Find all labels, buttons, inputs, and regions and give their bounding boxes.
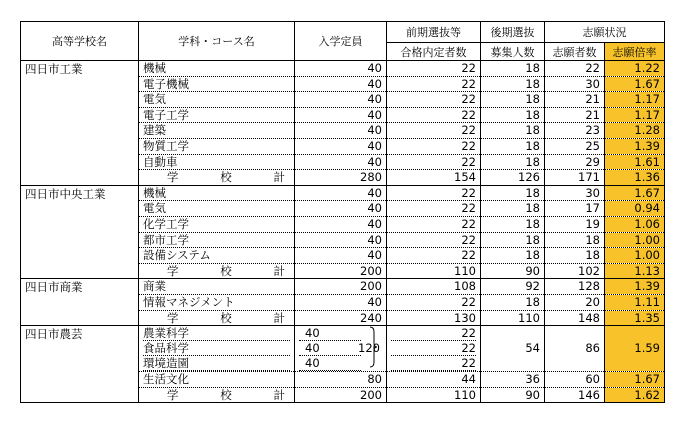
total-char: 校 (220, 387, 232, 402)
course-name: 電子機械 (139, 76, 295, 92)
total-label-text (167, 388, 285, 403)
cell-late: 18 (481, 154, 545, 170)
cell-capacity: 40 (295, 107, 387, 123)
cell-capacity: 200 (295, 263, 387, 279)
cell-ratio: 1.67 (605, 76, 665, 92)
admission-table-sheet (20, 21, 664, 407)
cell-ratio: 1.00 (605, 248, 665, 264)
total-char: 学 (167, 170, 179, 185)
cell-late: 90 (481, 263, 545, 279)
sub-capacity: 40 (299, 341, 361, 356)
cell-early: 22 (387, 185, 481, 201)
cell-applicants: 60 (545, 372, 605, 388)
header-capacity: 入学定員 (295, 22, 387, 61)
course-name: 電子工学 (139, 107, 295, 123)
cell-late: 18 (481, 61, 545, 77)
total-char: 学 (167, 387, 179, 402)
cell-late: 18 (481, 248, 545, 264)
cell-applicants: 86 (545, 326, 605, 372)
cell-late: 18 (481, 232, 545, 248)
header-school: 高等学校名 (21, 22, 139, 61)
cell-late: 90 (481, 387, 545, 403)
cell-applicants: 148 (545, 310, 605, 326)
cell-late: 18 (481, 294, 545, 310)
cell-early: 22 (387, 201, 481, 217)
course-name: 電気 (139, 92, 295, 108)
cell-ratio: 1.39 (605, 138, 665, 154)
course-name: 物質工学 (139, 138, 295, 154)
cell-capacity: 80 (295, 372, 387, 388)
school-name: 四日市農芸 (21, 326, 139, 403)
header-ratio: 志願倍率 (605, 43, 665, 61)
course-name: 化学工学 (139, 216, 295, 232)
total-label (139, 170, 295, 186)
total-char: 校 (220, 170, 232, 185)
cell-ratio: 1.67 (605, 185, 665, 201)
school-name: 四日市工業 (21, 61, 139, 186)
cell-early: 110 (387, 263, 481, 279)
cell-capacity: 40 (295, 92, 387, 108)
total-char: 校 (220, 263, 232, 278)
sub-capacity: 40 (299, 356, 361, 371)
cell-applicants: 30 (545, 185, 605, 201)
header-applicants: 志願者数 (545, 43, 605, 61)
cell-late: 18 (481, 138, 545, 154)
total-char: 校 (220, 310, 232, 325)
cell-ratio: 1.17 (605, 92, 665, 108)
cell-early: 110 (387, 387, 481, 403)
course-name: 自動車 (139, 154, 295, 170)
cell-applicants: 146 (545, 387, 605, 403)
cell-capacity: 40 (295, 61, 387, 77)
total-label (139, 310, 295, 326)
table-row (21, 185, 665, 201)
cell-capacity: 40 (295, 232, 387, 248)
course-name: 食品科学 (143, 341, 290, 356)
cell-ratio: 1.39 (605, 279, 665, 295)
table-row (21, 326, 665, 372)
cell-late: 18 (481, 107, 545, 123)
total-char: 学 (167, 310, 179, 325)
table-row (21, 61, 665, 77)
cell-early: 22 (387, 107, 481, 123)
course-name: 生活文化 (139, 372, 295, 388)
total-label-text (167, 311, 285, 326)
cell-applicants: 21 (545, 107, 605, 123)
cell-early: 22 (387, 216, 481, 232)
cell-applicants: 19 (545, 216, 605, 232)
cell-capacity: 200 (295, 279, 387, 295)
total-label-text (167, 264, 285, 279)
cell-applicants: 29 (545, 154, 605, 170)
cell-applicants: 18 (545, 232, 605, 248)
cell-capacity: 280 (295, 170, 387, 186)
cell-applicants: 20 (545, 294, 605, 310)
cell-ratio: 1.28 (605, 123, 665, 139)
cell-applicants: 21 (545, 92, 605, 108)
total-char: 計 (273, 263, 285, 278)
cell-applicants: 102 (545, 263, 605, 279)
application-status-table (20, 21, 665, 403)
course-name: 農業科学 (143, 326, 290, 341)
total-char: 学 (167, 263, 179, 278)
cell-applicants: 17 (545, 201, 605, 217)
cell-applicants: 171 (545, 170, 605, 186)
total-char: 計 (273, 310, 285, 325)
course-name: 電気 (139, 201, 295, 217)
cell-capacity: 40 (295, 216, 387, 232)
course-name: 商業 (139, 279, 295, 295)
total-label (139, 263, 295, 279)
cell-ratio: 1.17 (605, 107, 665, 123)
cell-applicants: 23 (545, 123, 605, 139)
cell-capacity: 200 (295, 387, 387, 403)
cell-early: 22 (387, 232, 481, 248)
cell-capacity: 40 (295, 185, 387, 201)
cell-early: 44 (387, 372, 481, 388)
cell-ratio: 1.06 (605, 216, 665, 232)
course-name: 情報マネジメント (139, 294, 295, 310)
capacity-total: 120 (358, 341, 380, 356)
cell-early: 22 (387, 138, 481, 154)
cell-applicants: 22 (545, 61, 605, 77)
header-early-1: 前期選抜等 (387, 22, 481, 43)
total-char: 計 (273, 170, 285, 185)
cell-late: 126 (481, 170, 545, 186)
cell-capacity: 40 (295, 138, 387, 154)
header-early-2: 合格内定者数 (387, 43, 481, 61)
cell-capacity: 40 (295, 123, 387, 139)
early-value: 22 (391, 341, 476, 356)
course-name: 都市工学 (139, 232, 295, 248)
cell-ratio: 1.00 (605, 232, 665, 248)
cell-ratio: 1.13 (605, 263, 665, 279)
cell-ratio: 1.61 (605, 154, 665, 170)
cell-applicants: 30 (545, 76, 605, 92)
early-value: 22 (391, 356, 476, 371)
cell-ratio: 1.35 (605, 310, 665, 326)
header-late-1: 後期選抜 (481, 22, 545, 43)
cell-capacity: 40 (295, 248, 387, 264)
cell-late: 18 (481, 216, 545, 232)
cell-capacity: 240 (295, 310, 387, 326)
cell-ratio: 1.36 (605, 170, 665, 186)
cell-ratio: 0.94 (605, 201, 665, 217)
cell-early: 22 (387, 248, 481, 264)
cell-applicants: 18 (545, 248, 605, 264)
total-label-text (167, 170, 285, 185)
course-name: 環境造園 (143, 356, 290, 371)
school-name: 四日市中央工業 (21, 185, 139, 279)
cell-capacity: 40 (295, 294, 387, 310)
cell-applicants: 25 (545, 138, 605, 154)
cell-capacity: 40 (295, 201, 387, 217)
cell-early: 22 (387, 92, 481, 108)
cell-ratio: 1.59 (605, 326, 665, 372)
header-status: 志願状況 (545, 22, 665, 43)
cell-early: 154 (387, 170, 481, 186)
cell-late: 18 (481, 201, 545, 217)
cell-early: 22 (387, 61, 481, 77)
cell-ratio: 1.22 (605, 61, 665, 77)
cell-late: 18 (481, 123, 545, 139)
cell-ratio: 1.11 (605, 294, 665, 310)
cell-late: 18 (481, 76, 545, 92)
group-capacity (295, 326, 387, 372)
cell-late: 110 (481, 310, 545, 326)
course-name: 機械 (139, 185, 295, 201)
cell-applicants: 128 (545, 279, 605, 295)
cell-late: 18 (481, 92, 545, 108)
early-value: 22 (391, 326, 476, 341)
school-name: 四日市商業 (21, 279, 139, 326)
cell-early: 108 (387, 279, 481, 295)
cell-capacity: 40 (295, 76, 387, 92)
header-course: 学科・コース名 (139, 22, 295, 61)
cell-capacity: 40 (295, 154, 387, 170)
group-early (387, 326, 481, 372)
cell-early: 22 (387, 154, 481, 170)
cell-late: 92 (481, 279, 545, 295)
cell-ratio: 1.62 (605, 387, 665, 403)
course-name: 設備システム (139, 248, 295, 264)
group-courses (139, 326, 295, 372)
cell-early: 130 (387, 310, 481, 326)
total-char: 計 (273, 387, 285, 402)
cell-ratio: 1.67 (605, 372, 665, 388)
cell-early: 22 (387, 294, 481, 310)
header-late-2: 募集人数 (481, 43, 545, 61)
cell-early: 22 (387, 123, 481, 139)
table-body (21, 61, 665, 403)
cell-early: 22 (387, 76, 481, 92)
course-name: 機械 (139, 61, 295, 77)
cell-late: 36 (481, 372, 545, 388)
table-row (21, 279, 665, 295)
cell-late: 54 (481, 326, 545, 372)
total-label (139, 387, 295, 403)
sub-capacity: 40 (299, 326, 361, 341)
course-name: 建築 (139, 123, 295, 139)
cell-late: 18 (481, 185, 545, 201)
